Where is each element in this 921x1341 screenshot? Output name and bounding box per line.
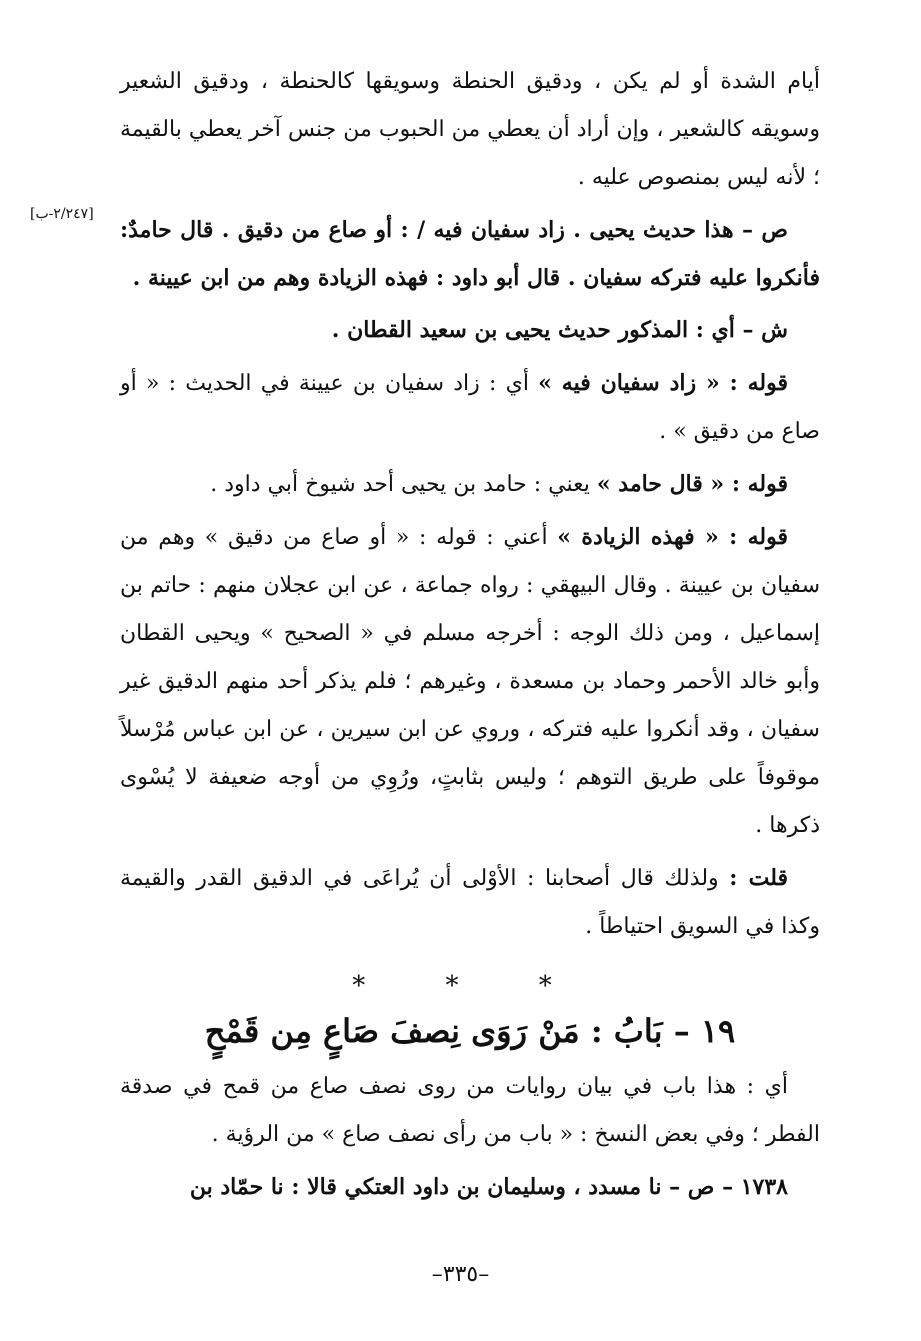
manuscript-folio-reference: [٢/٢٤٧-ب]: [30, 206, 94, 222]
chapter-heading: ١٩ – بَابُ : مَنْ رَوَى نِصفَ صَاعٍ مِن قَمْحٍ: [204, 1012, 736, 1050]
chapter-intro: أي : هذا باب في بيان روايات من روى نصف صاع من قمح في صدقة الفطر ؛ وفي بعض النسخ : « باب من رأى نصف صاع » من الرؤية .: [120, 1074, 820, 1147]
paragraph-continuation: أيام الشدة أو لم يكن ، ودقيق الحنطة وسويقها كالحنطة ، ودقيق الشعير وسويقه كالشعير ، وإن أراد أن يعطي من الحبوب من جنس آخر يعطي بالقيمة ؛ لأنه ليس بمنصوص عليه .: [120, 69, 820, 190]
paragraph-sharh: [120, 306, 820, 355]
comment-text: ولذلك قال أصحابنا : الأوْلى أن يُراعَى في الدقيق القدر والقيمة وكذا في السويق احتياطاً .: [120, 866, 820, 939]
paragraph-comment-3: [120, 513, 820, 850]
comment-label: قوله : « فهذه الزيادة »: [557, 524, 788, 550]
comment-label: قلت :: [729, 865, 789, 891]
comment-label: قوله : « قال حامد »: [596, 471, 788, 497]
section-separator: * * *: [352, 971, 588, 1001]
comment-text: يعني : حامد بن يحيى أحد شيوخ أبي داود .: [210, 472, 597, 497]
page-body: [120, 58, 820, 1215]
paragraph-comment-2: [120, 460, 820, 509]
hadith-line: ١٧٣٨ – ص – نا مسدد ، وسليمان بن داود العتكي قالا : نا حمّاد بن: [189, 1174, 788, 1200]
paragraph-comment-1: [120, 359, 820, 456]
paragraph-matn: ص – هذا حديث يحيى . زاد سفيان فيه / : أو صاع من دقيق . قال حامدٌ: فأنكروا عليه فتركه سفيان . قال أبو داود : فهذه الزيادة وهم من ابن عيينة .: [120, 217, 820, 291]
comment-text: أي : زاد سفيان بن عيينة في الحديث : « أو صاع من دقيق » .: [120, 371, 820, 444]
comment-text: أعني : قوله : « أو صاع من دقيق » وهم من سفيان بن عيينة . وقال البيهقي : رواه جماعة ، عن ابن عجلان منهم : حاتم بن إسماعيل ، ومن ذلك الوجه : أخرجه مسلم في « الصحيح » ويحيى القطان وأبو خالد الأحمر وحماد بن مسعدة ، وغيرهم ؛ فلم يذكر أحد منهم الدقيق غير سفيان ، وقد أنكروا عليه فتركه ، وروي عن ابن سيرين ، عن ابن عباس مُرْسلاً موقوفاً على طريق التوهم ؛ وليس بثابتٍ، ورُوِي من أوجه ضعيفة لا يُسْوى ذكرها .: [120, 525, 820, 838]
paragraph-comment-4: [120, 854, 820, 951]
page-number: –٣٣٥–: [431, 1262, 490, 1287]
comment-label: قوله : « زاد سفيان فيه »: [538, 370, 789, 396]
sharh-text: ش – أي : المذكور حديث يحيى بن سعيد القطان .: [331, 317, 788, 343]
